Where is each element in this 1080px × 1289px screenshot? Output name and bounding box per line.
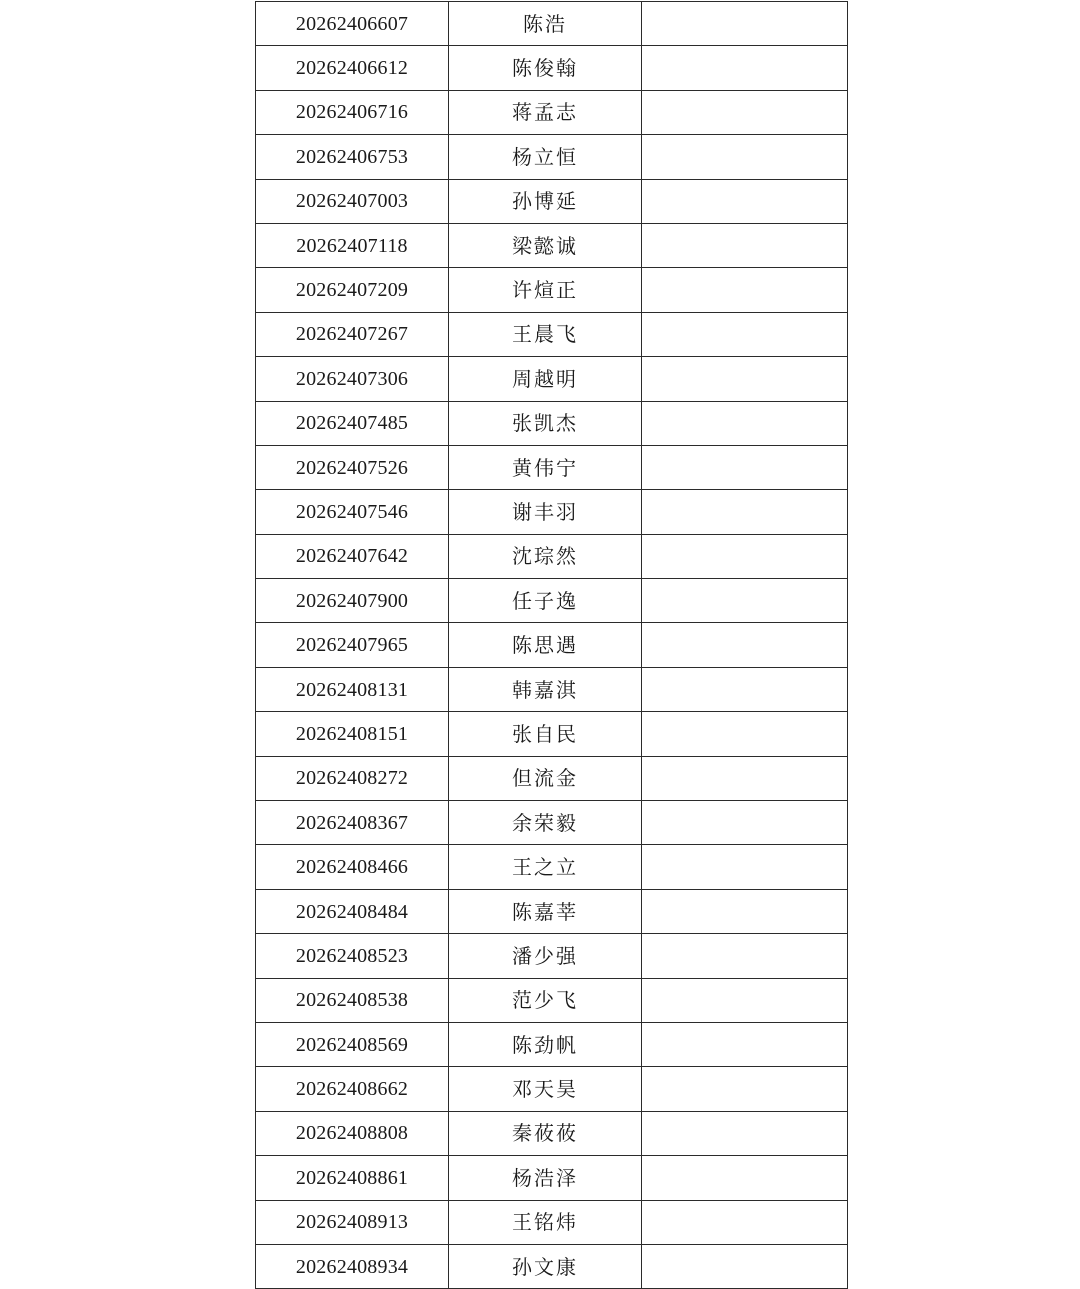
remarks-cell (642, 978, 848, 1022)
table-row (256, 756, 848, 800)
student-id-cell: 20262408484 (256, 889, 449, 933)
table-row (256, 2, 848, 46)
table-row (256, 534, 848, 578)
student-id-cell: 20262408934 (256, 1244, 449, 1288)
remarks-cell (642, 179, 848, 223)
student-id-cell: 20262406612 (256, 46, 449, 90)
student-id-cell: 20262407965 (256, 623, 449, 667)
remarks-cell (642, 667, 848, 711)
student-id-cell: 20262408367 (256, 801, 449, 845)
table-row (256, 312, 848, 356)
remarks-cell (642, 1156, 848, 1200)
remarks-cell (642, 1111, 848, 1155)
student-id-cell: 20262407003 (256, 179, 449, 223)
remarks-cell (642, 135, 848, 179)
table-row (256, 1022, 848, 1066)
remarks-cell (642, 712, 848, 756)
table-row (256, 90, 848, 134)
student-id-cell: 20262406716 (256, 90, 449, 134)
remarks-cell (642, 312, 848, 356)
student-name-cell: 黄伟宁 (449, 445, 642, 489)
student-name-cell: 王之立 (449, 845, 642, 889)
remarks-cell (642, 268, 848, 312)
table-row (256, 889, 848, 933)
roster-table-body (256, 2, 848, 1289)
remarks-cell (642, 756, 848, 800)
student-name-cell: 韩嘉淇 (449, 667, 642, 711)
student-id-cell: 20262408272 (256, 756, 449, 800)
student-name-cell: 蒋孟志 (449, 90, 642, 134)
student-id-cell: 20262407485 (256, 401, 449, 445)
table-row (256, 1244, 848, 1288)
student-name-cell: 陈浩 (449, 2, 642, 46)
student-id-cell: 20262406607 (256, 2, 449, 46)
student-name-cell: 余荣毅 (449, 801, 642, 845)
student-name-cell: 陈嘉莘 (449, 889, 642, 933)
table-row (256, 490, 848, 534)
table-row (256, 179, 848, 223)
remarks-cell (642, 2, 848, 46)
student-name-cell: 陈劲帆 (449, 1022, 642, 1066)
student-id-cell: 20262408662 (256, 1067, 449, 1111)
student-id-cell: 20262408861 (256, 1156, 449, 1200)
remarks-cell (642, 357, 848, 401)
student-name-cell: 张自民 (449, 712, 642, 756)
student-id-cell: 20262408538 (256, 978, 449, 1022)
student-name-cell: 杨浩泽 (449, 1156, 642, 1200)
student-id-cell: 20262408466 (256, 845, 449, 889)
student-name-cell: 孙博延 (449, 179, 642, 223)
table-row (256, 712, 848, 756)
remarks-cell (642, 579, 848, 623)
remarks-cell (642, 623, 848, 667)
student-name-cell: 梁懿诚 (449, 223, 642, 267)
remarks-cell (642, 401, 848, 445)
table-row (256, 445, 848, 489)
student-id-cell: 20262407526 (256, 445, 449, 489)
remarks-cell (642, 1200, 848, 1244)
student-id-cell: 20262408523 (256, 934, 449, 978)
table-row (256, 268, 848, 312)
student-id-cell: 20262407642 (256, 534, 449, 578)
student-name-cell: 许煊正 (449, 268, 642, 312)
student-name-cell: 周越明 (449, 357, 642, 401)
remarks-cell (642, 445, 848, 489)
student-id-cell: 20262408151 (256, 712, 449, 756)
table-row (256, 801, 848, 845)
table-row (256, 1067, 848, 1111)
student-id-cell: 20262408569 (256, 1022, 449, 1066)
document-page (255, 1, 847, 1289)
student-name-cell: 秦莜莜 (449, 1111, 642, 1155)
remarks-cell (642, 934, 848, 978)
student-name-cell: 王铭炜 (449, 1200, 642, 1244)
student-id-cell: 20262407900 (256, 579, 449, 623)
table-row (256, 845, 848, 889)
student-name-cell: 任子逸 (449, 579, 642, 623)
student-id-cell: 20262408131 (256, 667, 449, 711)
student-id-cell: 20262406753 (256, 135, 449, 179)
student-id-cell: 20262407118 (256, 223, 449, 267)
remarks-cell (642, 223, 848, 267)
student-name-cell: 范少飞 (449, 978, 642, 1022)
student-name-cell: 谢丰羽 (449, 490, 642, 534)
student-name-cell: 陈俊翰 (449, 46, 642, 90)
table-row (256, 978, 848, 1022)
remarks-cell (642, 889, 848, 933)
remarks-cell (642, 845, 848, 889)
table-row (256, 579, 848, 623)
remarks-cell (642, 534, 848, 578)
roster-table (255, 1, 848, 1289)
student-name-cell: 邓天昊 (449, 1067, 642, 1111)
remarks-cell (642, 90, 848, 134)
table-row (256, 1156, 848, 1200)
student-name-cell: 陈思遇 (449, 623, 642, 667)
student-name-cell: 但流金 (449, 756, 642, 800)
table-row (256, 623, 848, 667)
student-name-cell: 潘少强 (449, 934, 642, 978)
student-id-cell: 20262407209 (256, 268, 449, 312)
student-id-cell: 20262407306 (256, 357, 449, 401)
table-row (256, 46, 848, 90)
table-row (256, 223, 848, 267)
remarks-cell (642, 490, 848, 534)
table-row (256, 357, 848, 401)
table-row (256, 401, 848, 445)
remarks-cell (642, 1244, 848, 1288)
table-row (256, 1200, 848, 1244)
table-row (256, 1111, 848, 1155)
table-row (256, 667, 848, 711)
remarks-cell (642, 1022, 848, 1066)
student-id-cell: 20262408913 (256, 1200, 449, 1244)
student-id-cell: 20262407546 (256, 490, 449, 534)
student-name-cell: 张凯杰 (449, 401, 642, 445)
remarks-cell (642, 1067, 848, 1111)
student-name-cell: 孙文康 (449, 1244, 642, 1288)
table-row (256, 135, 848, 179)
student-name-cell: 沈琮然 (449, 534, 642, 578)
student-id-cell: 20262407267 (256, 312, 449, 356)
remarks-cell (642, 46, 848, 90)
student-id-cell: 20262408808 (256, 1111, 449, 1155)
student-name-cell: 王晨飞 (449, 312, 642, 356)
remarks-cell (642, 801, 848, 845)
student-name-cell: 杨立恒 (449, 135, 642, 179)
table-row (256, 934, 848, 978)
